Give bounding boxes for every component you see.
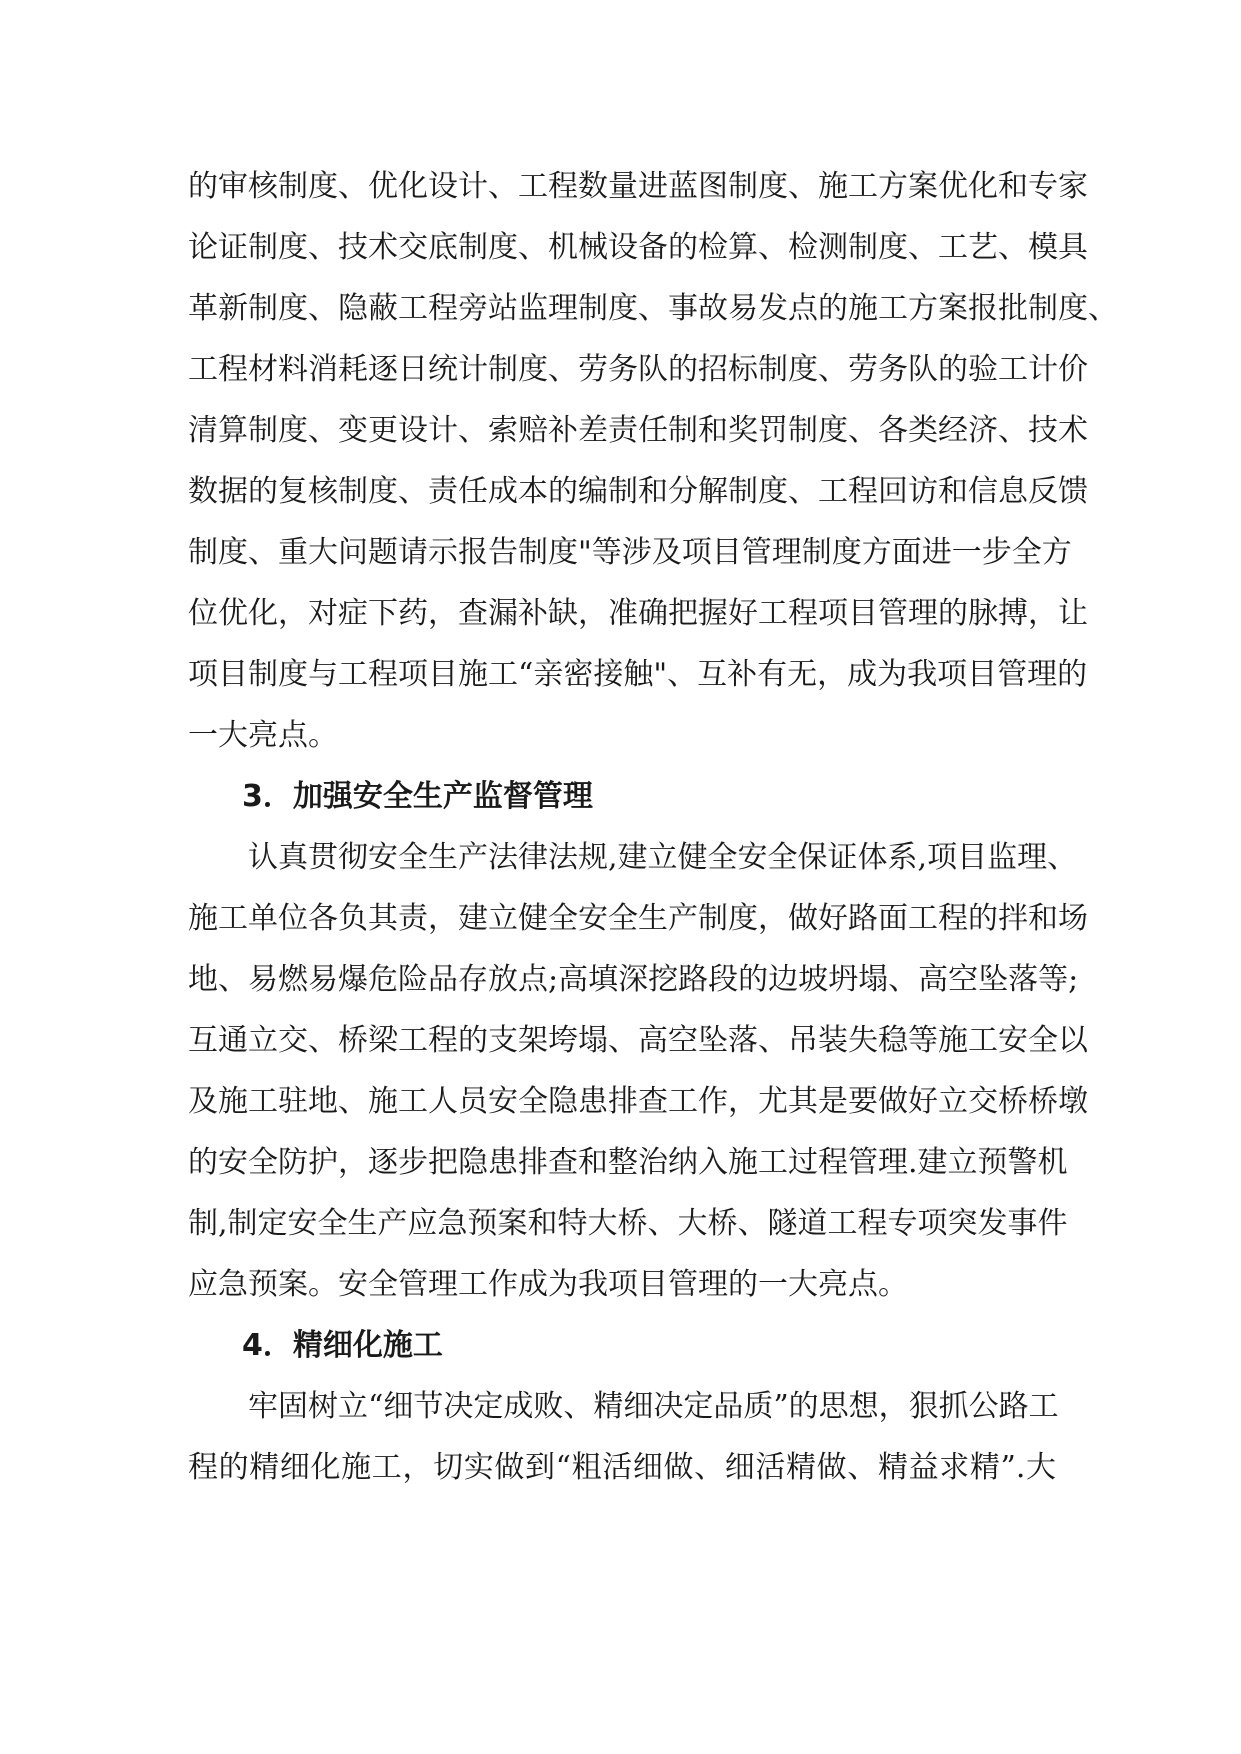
text-line: 制度、重大问题请示报告制度"等涉及项目管理制度方面进一步全方: [188, 535, 1072, 570]
text-line: 的安全防护，逐步把隐患排查和整治纳入施工过程管理.建立预警机: [188, 1145, 1068, 1180]
text-line: 数据的复核制度、责任成本的编制和分解制度、工程回访和信息反馈: [188, 474, 1088, 509]
text-line: 制,制定安全生产应急预案和特大桥、大桥、隧道工程专项突发事件: [188, 1206, 1068, 1241]
text-line: 应急预案。安全管理工作成为我项目管理的一大亮点。: [188, 1267, 908, 1302]
text-line: 位优化，对症下药，查漏补缺，准确把握好工程项目管理的脉搏，让: [188, 596, 1088, 631]
text-line: 及施工驻地、施工人员安全隐患排查工作，尤其是要做好立交桥桥墩: [188, 1084, 1088, 1119]
text-line: 项目制度与工程项目施工“亲密接触"、互补有无，成为我项目管理的: [188, 657, 1088, 692]
text-line: 论证制度、技术交底制度、机械设备的检算、检测制度、工艺、模具: [188, 230, 1088, 265]
paragraph-1: [188, 156, 1118, 766]
text-line: 程的精细化施工，切实做到“粗活细做、细活精做、精益求精”.大: [188, 1450, 1056, 1485]
section-heading-3: 3．加强安全生产监督管理: [242, 779, 593, 814]
text-line: 工程材料消耗逐日统计制度、劳务队的招标制度、劳务队的验工计价: [188, 352, 1088, 387]
text-line: 认真贯彻安全生产法律法规,建立健全安全保证体系,项目监理、: [248, 840, 1078, 875]
text-line: 革新制度、隐蔽工程旁站监理制度、事故易发点的施工方案报批制度、: [188, 291, 1118, 326]
section-heading-4: 4．精细化施工: [242, 1328, 443, 1363]
text-line: 地、易燃易爆危险品存放点;高填深挖路段的边坡坍塌、高空坠落等;: [188, 962, 1079, 997]
text-line: 互通立交、桥梁工程的支架垮塌、高空坠落、吊装失稳等施工安全以: [188, 1023, 1088, 1058]
paragraph-3: [188, 1376, 1059, 1498]
text-line: 一大亮点。: [188, 718, 338, 753]
document-page: [188, 156, 1118, 1498]
text-line: 施工单位各负其责，建立健全安全生产制度，做好路面工程的拌和场: [188, 901, 1088, 936]
text-line: 牢固树立“细节决定成败、精细决定品质”的思想，狠抓公路工: [248, 1389, 1059, 1424]
paragraph-2: [188, 827, 1088, 1315]
text-line: 清算制度、变更设计、索赔补差责任制和奖罚制度、各类经济、技术: [188, 413, 1088, 448]
text-line: 的审核制度、优化设计、工程数量进蓝图制度、施工方案优化和专家: [188, 169, 1088, 204]
